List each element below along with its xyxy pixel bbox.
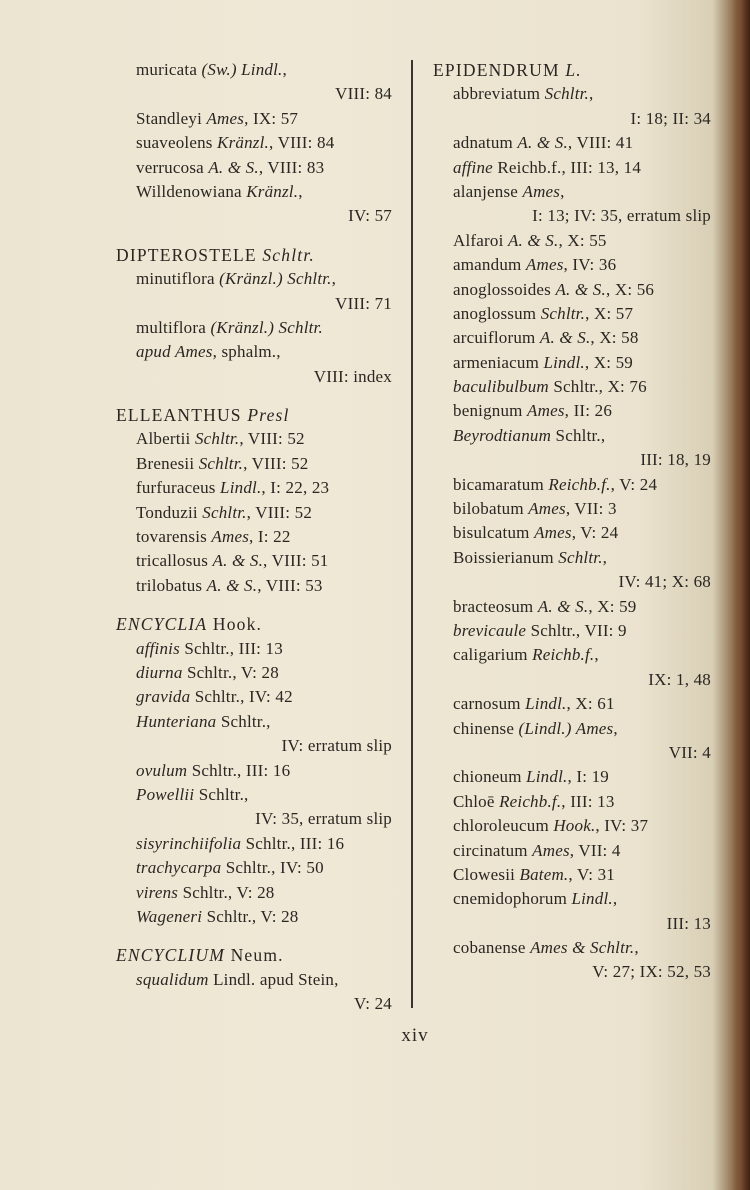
roman-text: Lindl. apud Stein, xyxy=(208,969,339,989)
roman-text: Schltr., IV: 42 xyxy=(190,687,293,707)
roman-text: suaveolens xyxy=(136,133,218,153)
section-gap xyxy=(116,389,392,403)
species-entry xyxy=(116,661,392,685)
roman-text: multiflora xyxy=(136,317,211,337)
species-entry xyxy=(116,452,392,476)
species-entry xyxy=(433,936,711,960)
italic-text: Schltr. xyxy=(198,453,244,473)
roman-text: circinatum xyxy=(453,840,533,860)
roman-text: Schltr., xyxy=(551,425,606,445)
species-entry xyxy=(433,595,711,619)
entry-reference xyxy=(433,107,711,131)
entry-reference xyxy=(116,204,392,228)
italic-text: trachycarpa xyxy=(136,858,222,878)
roman-text: muricata xyxy=(136,60,202,79)
species-entry xyxy=(433,302,711,326)
roman-text: VIII: 84 xyxy=(335,84,392,104)
roman-text: , X: 57 xyxy=(585,303,634,323)
roman-text: , VIII: 53 xyxy=(257,575,323,595)
italic-text: Reichb.f. xyxy=(499,791,562,811)
italic-text: Ames xyxy=(206,108,245,128)
roman-text: Schltr., III: 16 xyxy=(241,833,345,853)
species-entry xyxy=(116,759,392,783)
species-entry xyxy=(116,156,392,180)
roman-text: , xyxy=(612,889,618,909)
roman-text: V: 24 xyxy=(354,994,392,1014)
roman-text: VII: 4 xyxy=(668,742,711,762)
italic-text: Ames xyxy=(527,401,565,421)
roman-text: bicamaratum xyxy=(453,474,549,494)
roman-text: bilobatum xyxy=(453,499,529,519)
roman-text: Standleyi xyxy=(136,108,207,128)
italic-text: A. & S. xyxy=(537,596,589,616)
roman-text: , VIII: 84 xyxy=(269,133,335,153)
italic-text: Presl xyxy=(247,405,290,426)
species-entry xyxy=(433,692,711,716)
italic-text: Lindl. xyxy=(526,767,568,787)
italic-text: Ames xyxy=(528,499,566,519)
roman-text: adnatum xyxy=(453,133,518,153)
species-entry xyxy=(433,546,711,570)
italic-text: Beyrodtianum xyxy=(453,425,552,445)
roman-text: Hook. xyxy=(207,614,263,635)
roman-text: III: 13 xyxy=(666,913,711,933)
roman-text: , xyxy=(594,645,599,665)
species-entry xyxy=(433,863,711,887)
roman-text: tricallosus xyxy=(136,551,213,571)
species-entry xyxy=(433,887,711,911)
roman-text: , IV: 37 xyxy=(595,816,649,836)
roman-text: VIII: 71 xyxy=(335,293,392,313)
entry-reference xyxy=(433,668,711,692)
species-entry xyxy=(116,58,392,82)
italic-text: (Lindl.) Ames xyxy=(518,718,614,738)
roman-text: , VIII: 83 xyxy=(258,157,325,177)
roman-text: , X: 56 xyxy=(605,279,655,299)
species-entry xyxy=(116,968,392,992)
species-entry xyxy=(433,180,711,204)
roman-text: Chloē xyxy=(453,791,500,811)
roman-text: Schltr., xyxy=(216,711,271,731)
section-gap xyxy=(116,598,392,612)
roman-text: Brenesii xyxy=(136,453,199,473)
roman-text: arcuiflorum xyxy=(453,328,540,348)
species-entry xyxy=(433,473,711,497)
roman-text: , VIII: 52 xyxy=(239,429,305,449)
italic-text: Schltr. xyxy=(558,547,603,567)
species-entry xyxy=(116,180,392,204)
entry-reference xyxy=(433,570,711,594)
roman-text: IV: 57 xyxy=(348,206,392,226)
index-column-right xyxy=(433,58,711,985)
species-entry xyxy=(433,375,711,399)
roman-text: Schltr., III: 13 xyxy=(179,638,283,658)
species-entry xyxy=(433,814,711,838)
species-entry xyxy=(116,905,392,929)
roman-text: Schltr., V: 28 xyxy=(202,906,299,926)
roman-text: Clowesii xyxy=(453,864,520,884)
species-entry xyxy=(433,399,711,423)
italic-text: Powellii xyxy=(136,784,195,804)
italic-text: A. & S. xyxy=(208,157,259,177)
species-entry xyxy=(433,156,711,180)
section-gap xyxy=(116,229,392,243)
italic-text: A. & S. xyxy=(517,133,568,153)
italic-text: Wageneri xyxy=(136,906,203,926)
roman-text: abbreviatum xyxy=(453,84,545,104)
species-entry xyxy=(433,643,711,667)
roman-text: Schltr., III: 16 xyxy=(187,760,291,780)
roman-text: benignum xyxy=(453,401,528,421)
species-entry xyxy=(116,340,392,364)
italic-text: A. & S. xyxy=(507,230,559,250)
species-entry xyxy=(116,427,392,451)
italic-text: Schltr. xyxy=(262,244,315,265)
roman-text: Boissierianum xyxy=(453,547,559,567)
column-divider xyxy=(411,60,413,1008)
entry-reference xyxy=(116,992,392,1016)
entry-reference xyxy=(433,912,711,936)
entry-reference xyxy=(433,741,711,765)
italic-text: Hunteriana xyxy=(136,711,217,731)
roman-text: , VIII: 52 xyxy=(243,453,309,473)
roman-text: , X: 61 xyxy=(566,694,615,714)
roman-text: Neum. xyxy=(225,945,284,966)
roman-text: anoglossum xyxy=(453,303,541,323)
roman-text: Schltr., IV: 50 xyxy=(221,858,324,878)
entry-reference xyxy=(116,292,392,316)
italic-text: Ames xyxy=(525,255,564,275)
species-entry xyxy=(116,881,392,905)
species-entry xyxy=(433,717,711,741)
species-entry xyxy=(116,832,392,856)
italic-text: Ames xyxy=(532,840,570,860)
italic-text: Batem. xyxy=(519,864,569,884)
entry-reference xyxy=(116,365,392,389)
species-entry xyxy=(116,685,392,709)
italic-text: ENCYCLIUM xyxy=(116,945,226,966)
italic-text: Kränzl. xyxy=(217,133,269,153)
genus-heading xyxy=(116,243,392,267)
species-entry xyxy=(116,131,392,155)
roman-text: , xyxy=(613,718,618,738)
italic-text: L. xyxy=(565,60,582,80)
roman-text: cnemidophorum xyxy=(453,889,572,909)
roman-text: bisulcatum xyxy=(453,523,535,543)
entry-reference xyxy=(116,82,392,106)
italic-text: Kränzl. xyxy=(246,181,299,201)
roman-text: Schltr., VII: 9 xyxy=(526,620,627,640)
entry-reference xyxy=(433,204,711,228)
roman-text: verrucosa xyxy=(136,157,209,177)
species-entry xyxy=(116,549,392,573)
italic-text: sisyrinchiifolia xyxy=(136,833,242,853)
roman-text: , III: 13 xyxy=(561,791,615,811)
species-entry xyxy=(116,525,392,549)
roman-text: , VIII: 41 xyxy=(567,133,634,153)
species-entry xyxy=(433,253,711,277)
roman-text: armeniacum xyxy=(453,352,544,372)
roman-text: , I: 22 xyxy=(249,527,291,547)
italic-text: Hook. xyxy=(553,816,596,836)
index-column-left xyxy=(116,58,392,1016)
italic-text: Schltr. xyxy=(540,303,586,323)
species-entry xyxy=(116,637,392,661)
italic-text: Ames & Schltr. xyxy=(530,938,635,958)
roman-text: DIPTEROSTELE xyxy=(116,244,263,265)
italic-text: Reichb.f. xyxy=(532,645,595,665)
roman-text: , VIII: 51 xyxy=(263,551,329,571)
roman-text: chinense xyxy=(453,718,519,738)
roman-text: carnosum xyxy=(453,694,526,714)
species-entry xyxy=(433,839,711,863)
species-entry xyxy=(116,476,392,500)
entry-reference xyxy=(116,807,392,831)
roman-text: I: 13; IV: 35, erratum slip xyxy=(532,206,711,226)
italic-text: Reichb.f. xyxy=(548,474,611,494)
roman-text: Schltr., V: 28 xyxy=(178,882,275,902)
page-edge-shadow xyxy=(732,0,750,1190)
roman-text: chloroleucum xyxy=(453,816,554,836)
roman-text: Reichb.f., III: 13, 14 xyxy=(492,157,642,177)
roman-text: , X: 59 xyxy=(588,596,637,616)
roman-text: , VII: 3 xyxy=(565,499,617,519)
species-entry xyxy=(116,267,392,291)
roman-text: , I: 22, 23 xyxy=(261,478,330,498)
roman-text: V: 27; IX: 52, 53 xyxy=(592,962,711,982)
italic-text: A. & S. xyxy=(555,279,606,299)
italic-text: Lindl. xyxy=(571,889,613,909)
roman-text: Schltr., X: 76 xyxy=(548,377,647,397)
roman-text: trilobatus xyxy=(136,575,207,595)
italic-text: A. & S. xyxy=(212,551,264,571)
roman-text: cobanense xyxy=(453,938,531,958)
roman-text: Willdenowiana xyxy=(136,181,247,201)
genus-heading xyxy=(116,943,392,967)
roman-text: chioneum xyxy=(453,767,527,787)
page-number: xiv xyxy=(401,1025,429,1046)
entry-reference xyxy=(433,448,711,472)
species-entry xyxy=(433,82,711,106)
roman-text: Tonduzii xyxy=(136,502,203,522)
roman-text: , X: 55 xyxy=(558,230,607,250)
italic-text: Ames xyxy=(522,181,561,201)
italic-text: squalidum xyxy=(136,969,209,989)
species-entry xyxy=(433,351,711,375)
species-entry xyxy=(433,229,711,253)
roman-text: I: 18; II: 34 xyxy=(630,108,711,128)
roman-text: furfuraceus xyxy=(136,478,221,498)
italic-text: Lindl. xyxy=(543,352,585,372)
roman-text: Schltr., xyxy=(194,784,249,804)
roman-text: bracteosum xyxy=(453,596,538,616)
species-entry xyxy=(116,501,392,525)
species-entry xyxy=(116,856,392,880)
roman-text: EPIDENDRUM xyxy=(433,60,566,80)
roman-text: , V: 24 xyxy=(610,474,658,494)
roman-text: III: 18, 19 xyxy=(640,450,711,470)
species-entry xyxy=(433,765,711,789)
entry-reference xyxy=(433,960,711,984)
genus-heading xyxy=(116,612,392,636)
species-entry xyxy=(433,521,711,545)
species-entry xyxy=(116,107,392,131)
roman-text: anoglossoides xyxy=(453,279,556,299)
species-entry xyxy=(433,790,711,814)
roman-text: alanjense xyxy=(453,181,523,201)
roman-text: , xyxy=(589,84,594,104)
italic-text: (Kränzl.) Schltr. xyxy=(210,317,323,337)
species-entry xyxy=(116,574,392,598)
roman-text: VIII: index xyxy=(313,366,392,386)
roman-text: Albertii xyxy=(136,429,195,449)
roman-text: , xyxy=(560,181,565,201)
italic-text: Lindl. xyxy=(525,694,567,714)
roman-text: Schltr., V: 28 xyxy=(182,662,279,682)
species-entry xyxy=(433,326,711,350)
italic-text: (Kränzl.) Schltr. xyxy=(219,269,332,289)
italic-text: Lindl. xyxy=(220,478,262,498)
roman-text: minutiflora xyxy=(136,269,220,289)
italic-text: Schltr. xyxy=(194,429,240,449)
roman-text: , X: 59 xyxy=(584,352,633,372)
italic-text: gravida xyxy=(136,687,191,707)
italic-text: ovulum xyxy=(136,760,188,780)
roman-text: , V: 24 xyxy=(571,523,619,543)
italic-text: brevicaule xyxy=(453,620,527,640)
italic-text: (Sw.) Lindl. xyxy=(201,60,283,79)
entry-reference xyxy=(116,734,392,758)
italic-text: A. & S. xyxy=(206,575,258,595)
species-entry xyxy=(433,278,711,302)
italic-text: Ames xyxy=(211,527,250,547)
italic-text: ENCYCLIA xyxy=(116,614,208,635)
roman-text: , IV: 36 xyxy=(563,255,617,275)
roman-text: , X: 58 xyxy=(590,328,639,348)
genus-heading xyxy=(433,58,711,82)
italic-text: Ames xyxy=(534,523,572,543)
italic-text: A. & S. xyxy=(539,328,591,348)
roman-text: ELLEANTHUS xyxy=(116,405,248,426)
species-entry xyxy=(433,131,711,155)
roman-text: , IX: 57 xyxy=(244,108,299,128)
roman-text: , xyxy=(634,938,639,958)
roman-text: , I: 19 xyxy=(567,767,609,787)
italic-text: Schltr. xyxy=(544,84,589,104)
species-entry xyxy=(116,316,392,340)
species-entry xyxy=(433,497,711,521)
italic-text: apud Ames xyxy=(136,342,213,362)
species-entry xyxy=(116,783,392,807)
species-entry xyxy=(116,710,392,734)
roman-text: IV: 41; X: 68 xyxy=(618,572,711,592)
roman-text: , V: 31 xyxy=(568,864,615,884)
roman-text: caligarium xyxy=(453,645,533,665)
section-gap xyxy=(116,929,392,943)
roman-text: , VIII: 52 xyxy=(246,502,313,522)
italic-text: virens xyxy=(136,882,179,902)
italic-text: baculibulbum xyxy=(453,377,549,397)
roman-text: , xyxy=(331,269,337,289)
roman-text: IV: erratum slip xyxy=(281,736,392,756)
genus-heading xyxy=(116,403,392,427)
italic-text: diurna xyxy=(136,662,183,682)
roman-text: , sphalm., xyxy=(212,342,281,362)
italic-text: affinis xyxy=(136,638,180,658)
roman-text: amandum xyxy=(453,255,526,275)
roman-text: , xyxy=(298,181,303,201)
roman-text: IV: 35, erratum slip xyxy=(255,809,392,829)
roman-text: IX: 1, 48 xyxy=(648,669,711,689)
species-entry xyxy=(433,424,711,448)
italic-text: Schltr. xyxy=(202,502,247,522)
roman-text: Alfaroi xyxy=(453,230,508,250)
italic-text: affine xyxy=(453,157,493,177)
roman-text: , xyxy=(602,547,608,567)
species-entry xyxy=(433,619,711,643)
roman-text: tovarensis xyxy=(136,527,212,547)
roman-text: , xyxy=(282,60,287,79)
roman-text: , VII: 4 xyxy=(569,840,621,860)
roman-text: , II: 26 xyxy=(564,401,613,421)
